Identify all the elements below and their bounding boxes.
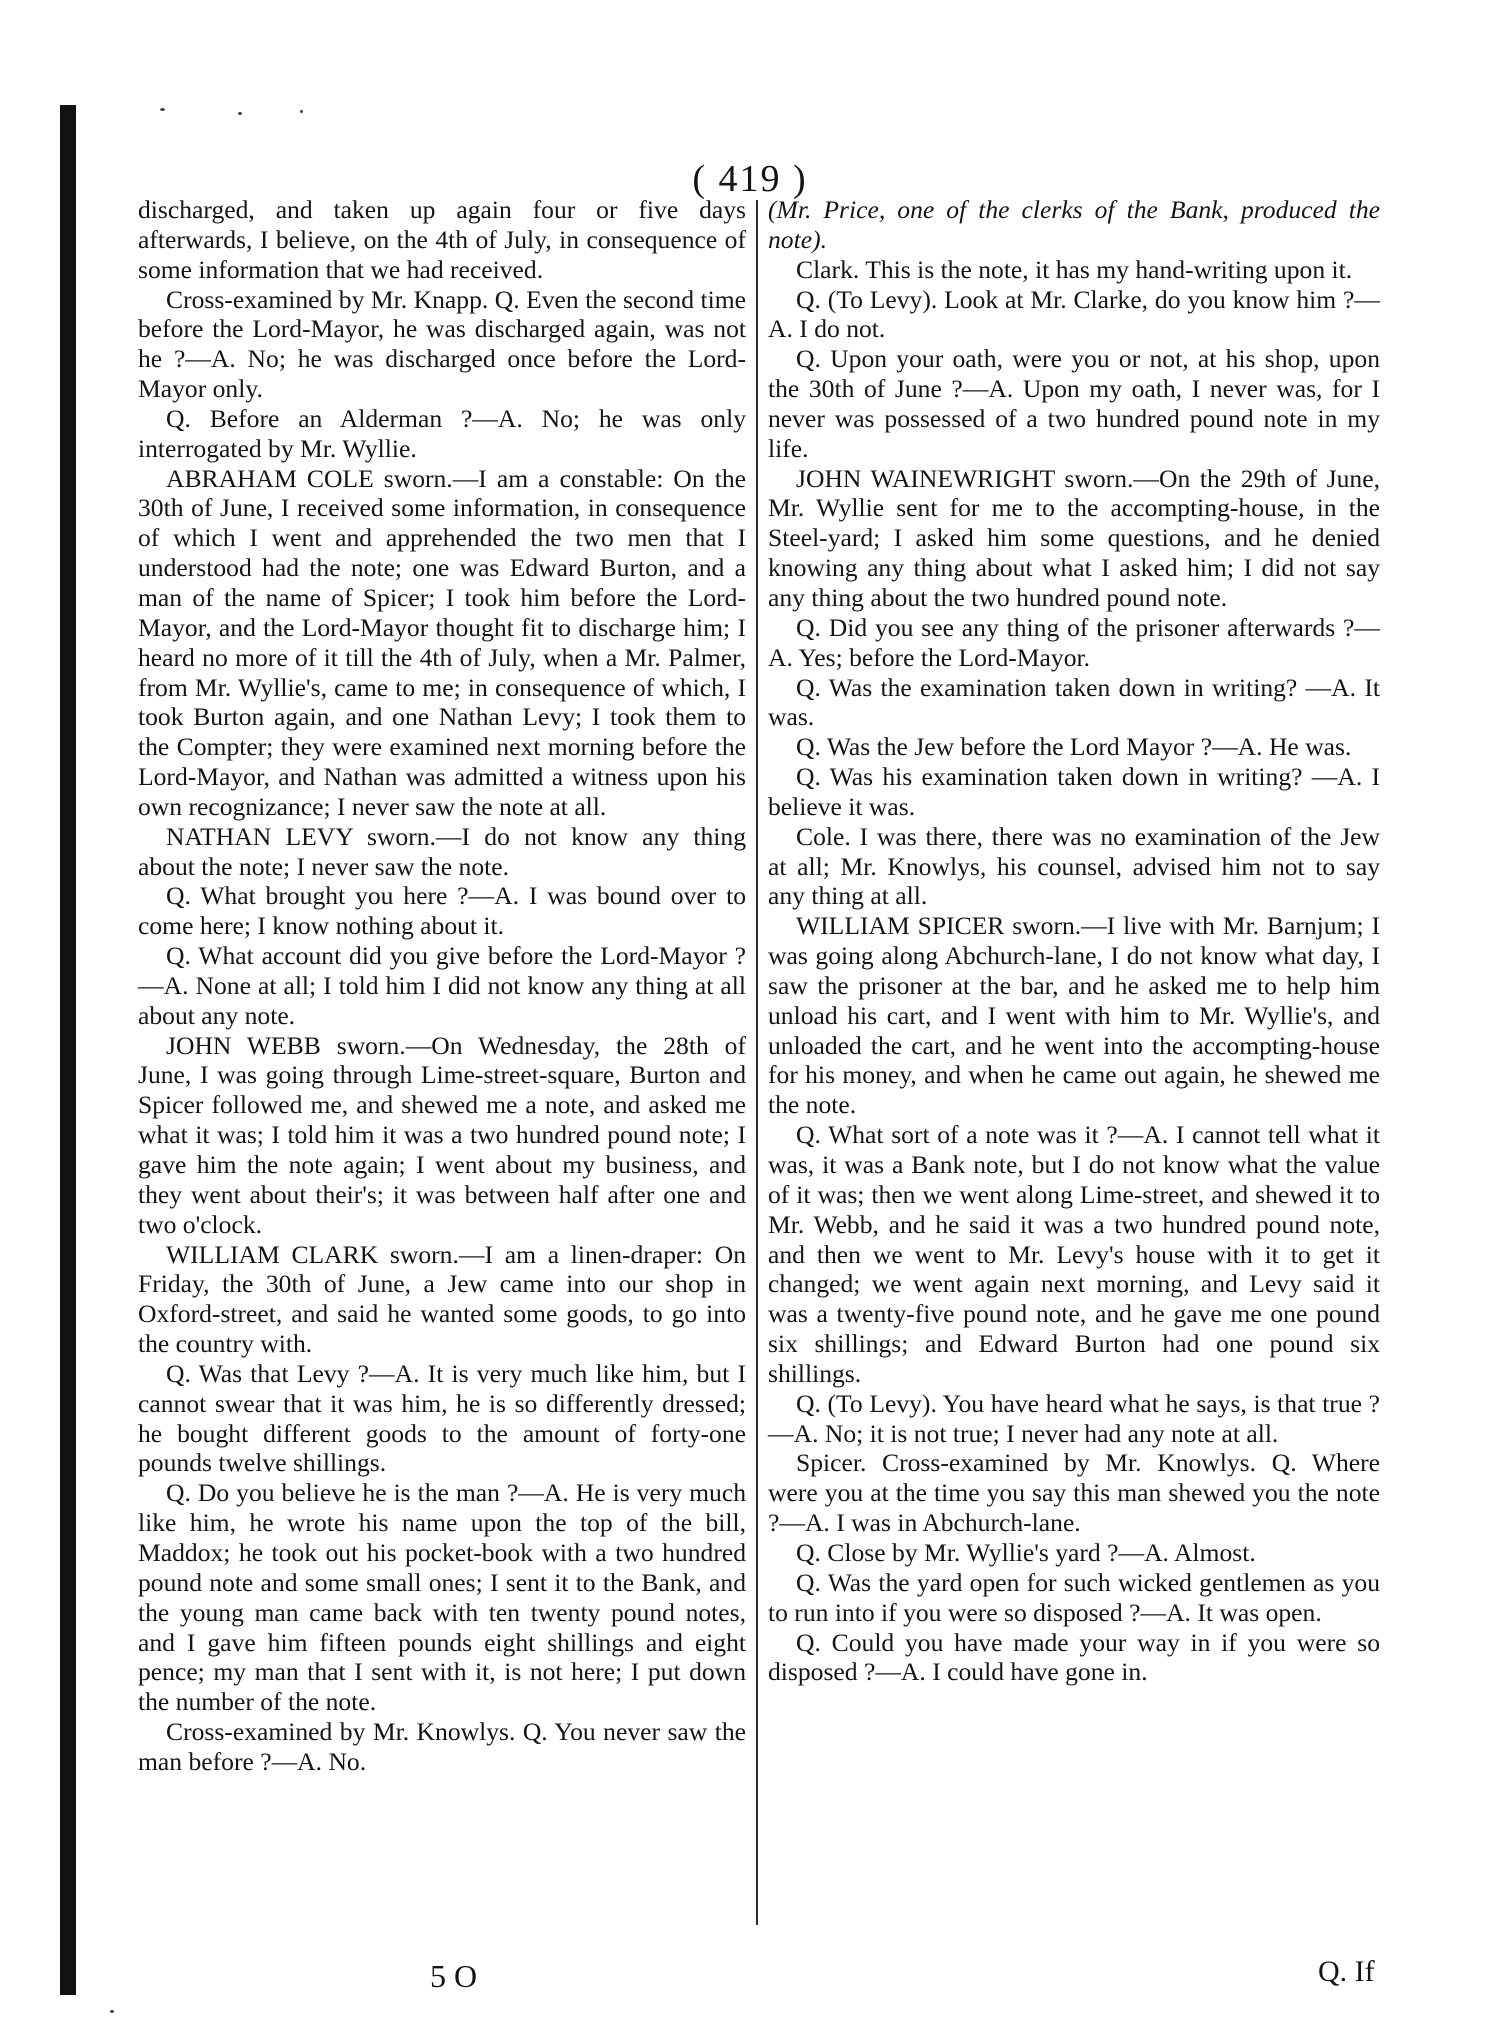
paragraph: WILLIAM CLARK sworn.—I am a linen-draper: On Friday, the 30th of June, a Jew came into our shop in Oxford-street, and said he wanted some goods, to go into the country with. (138, 1239, 746, 1359)
paragraph: Q. What account did you give before the Lord-Mayor ?—A. None at all; I told him I did not know any thing at all about any note. (138, 941, 746, 1030)
paragraph: discharged, and taken up again four or five days afterwards, I believe, on the 4th of July, in consequence of some information that we had received. (138, 195, 746, 284)
paragraph: Q. Upon your oath, were you or not, at his shop, upon the 30th of June ?—A. Upon my oath, I never was, for I never was possessed of a two hundred pound note in my life. (768, 344, 1380, 463)
signature-mark: 5 O (430, 1958, 478, 1994)
paragraph: Q. Was the yard open for such wicked gentlemen as you to run into if you were so disposed ?—A. It was open. (768, 1567, 1380, 1627)
paragraph: Spicer. Cross-examined by Mr. Knowlys. Q. Where were you at the time you say this man shewed you the note ?—A. I was in Abchurch-lane. (768, 1448, 1380, 1538)
paragraph: Q. (To Levy). Look at Mr. Clarke, do you know him ?—A. I do not. (768, 284, 1380, 344)
paragraph: Cole. I was there, there was no examination of the Jew at all; Mr. Knowlys, his counsel, advised him not to say any thing at all. (768, 821, 1380, 911)
paragraph: Q. Close by Mr. Wyllie's yard ?—A. Almost. (796, 1537, 1256, 1567)
paragraph: Q. Was that Levy ?—A. It is very much like him, but I cannot swear that it was him, he is so differently dressed; he bought different goods to the amount of forty-one pounds twelve shillings. (138, 1358, 746, 1478)
paragraph: Q. Was the Jew before the Lord Mayor ?—A. He was. (796, 732, 1352, 762)
paragraph: JOHN WEBB sworn.—On Wednesday, the 28th of June, I was going through Lime-street-square, Burton and Spicer followed me, and shewed me a note, and asked me what it was; I told him it was a two hundred pound note; I gave him the note again; I went about my business, and they went about their's; it was between half after one and two o'clock. (138, 1030, 746, 1239)
ink-speck (300, 110, 303, 113)
paragraph: ABRAHAM COLE sworn.—I am a constable: On the 30th of June, I received some information, in consequence of which I went and apprehended the two men that I understood had the note; one was Edward Burton, and a man of the name of Spicer; I took him before the Lord-Mayor, and the Lord-Mayor thought fit to discharge him; I heard no more of it till the 4th of July, when a Mr. Palmer, from Mr. Wyllie's, came to me; in consequence of which, I took Burton again, and one Nathan Levy; I took them to the Compter; they were examined next morning before the Lord-Mayor, and Nathan was admitted a witness upon his own recognizance; I never saw the note at all. (138, 463, 746, 821)
paragraph: (Mr. Price, one of the clerks of the Bank, produced the note). (768, 195, 1380, 254)
paragraph: Cross-examined by Mr. Knowlys. Q. You never saw the man before ?—A. No. (138, 1717, 746, 1776)
ink-speck (160, 108, 165, 111)
page-number: ( 419 ) (692, 158, 808, 200)
paragraph: Q. What sort of a note was it ?—A. I cannot tell what it was, it was a Bank note, but I do not know what the value of it was; then we went along Lime-street, and shewed it to Mr. Webb, and he said it was a two hundred pound note, and then we went to Mr. Levy's house with it to get it changed; we went again next morning, and Levy said it was a twenty-five pound note, and he gave me one pound six shillings; and Edward Burton had one pound six shillings. (768, 1120, 1380, 1388)
paragraph: Q. Did you see any thing of the prisoner afterwards ?—A. Yes; before the Lord-Mayor. (768, 612, 1380, 672)
paragraph: Q. Could you have made your way in if you were so disposed ?—A. I could have gone in. (768, 1627, 1380, 1687)
paragraph: Q. Before an Alderman ?—A. No; he was only interrogated by Mr. Wyllie. (138, 403, 746, 463)
paragraph: Q. Was his examination taken down in writing? —A. I believe it was. (768, 762, 1380, 821)
catchword: Q. If (1318, 1955, 1375, 1988)
ink-speck (110, 2010, 114, 2013)
paragraph: JOHN WAINEWRIGHT sworn.—On the 29th of June, Mr. Wyllie sent for me to the accompting-house, in the Steel-yard; I asked him some questions, and he denied knowing any thing about what I asked him; I did not say any thing about the two hundred pound note. (768, 463, 1380, 612)
paragraph: Q. Was the examination taken down in writing? —A. It was. (768, 672, 1380, 732)
binding-edge-shadow (60, 105, 76, 1995)
paragraph: Clark. This is the note, it has my hand-writing upon it. (796, 254, 1353, 284)
paragraph: Q. (To Levy). You have heard what he says, is that true ?—A. No; it is not true; I never had any note at all. (768, 1388, 1380, 1448)
paragraph: NATHAN LEVY sworn.—I do not know any thing about the note; I never saw the note. (138, 821, 746, 881)
right-column (768, 195, 1380, 1687)
column-divider (756, 200, 758, 1925)
paragraph: Cross-examined by Mr. Knapp. Q. Even the second time before the Lord-Mayor, he was discharged again, was not he ?—A. No; he was discharged once before the Lord-Mayor only. (138, 284, 746, 404)
left-column (138, 195, 746, 1777)
paragraph: Q. What brought you here ?—A. I was bound over to come here; I know nothing about it. (138, 881, 746, 941)
paragraph: Q. Do you believe he is the man ?—A. He is very much like him, he wrote his name upon the top of the bill, Maddox; he took out his pocket-book with a two hundred pound note and some small ones; I sent it to the Bank, and the young man came back with ten twenty pound notes, and I gave him fifteen pounds eight shillings and eight pence; my man that I sent with it, is not here; I put down the number of the note. (138, 1478, 746, 1717)
ink-speck (238, 112, 242, 115)
paragraph: WILLIAM SPICER sworn.—I live with Mr. Barnjum; I was going along Abchurch-lane, I do not know what day, I saw the prisoner at the bar, and he asked me to help him unload his cart, and I went with him to Mr. Wyllie's, and unloaded the cart, and he went into the accompting-house for his money, and when he came out again, he shewed me the note. (768, 911, 1380, 1120)
